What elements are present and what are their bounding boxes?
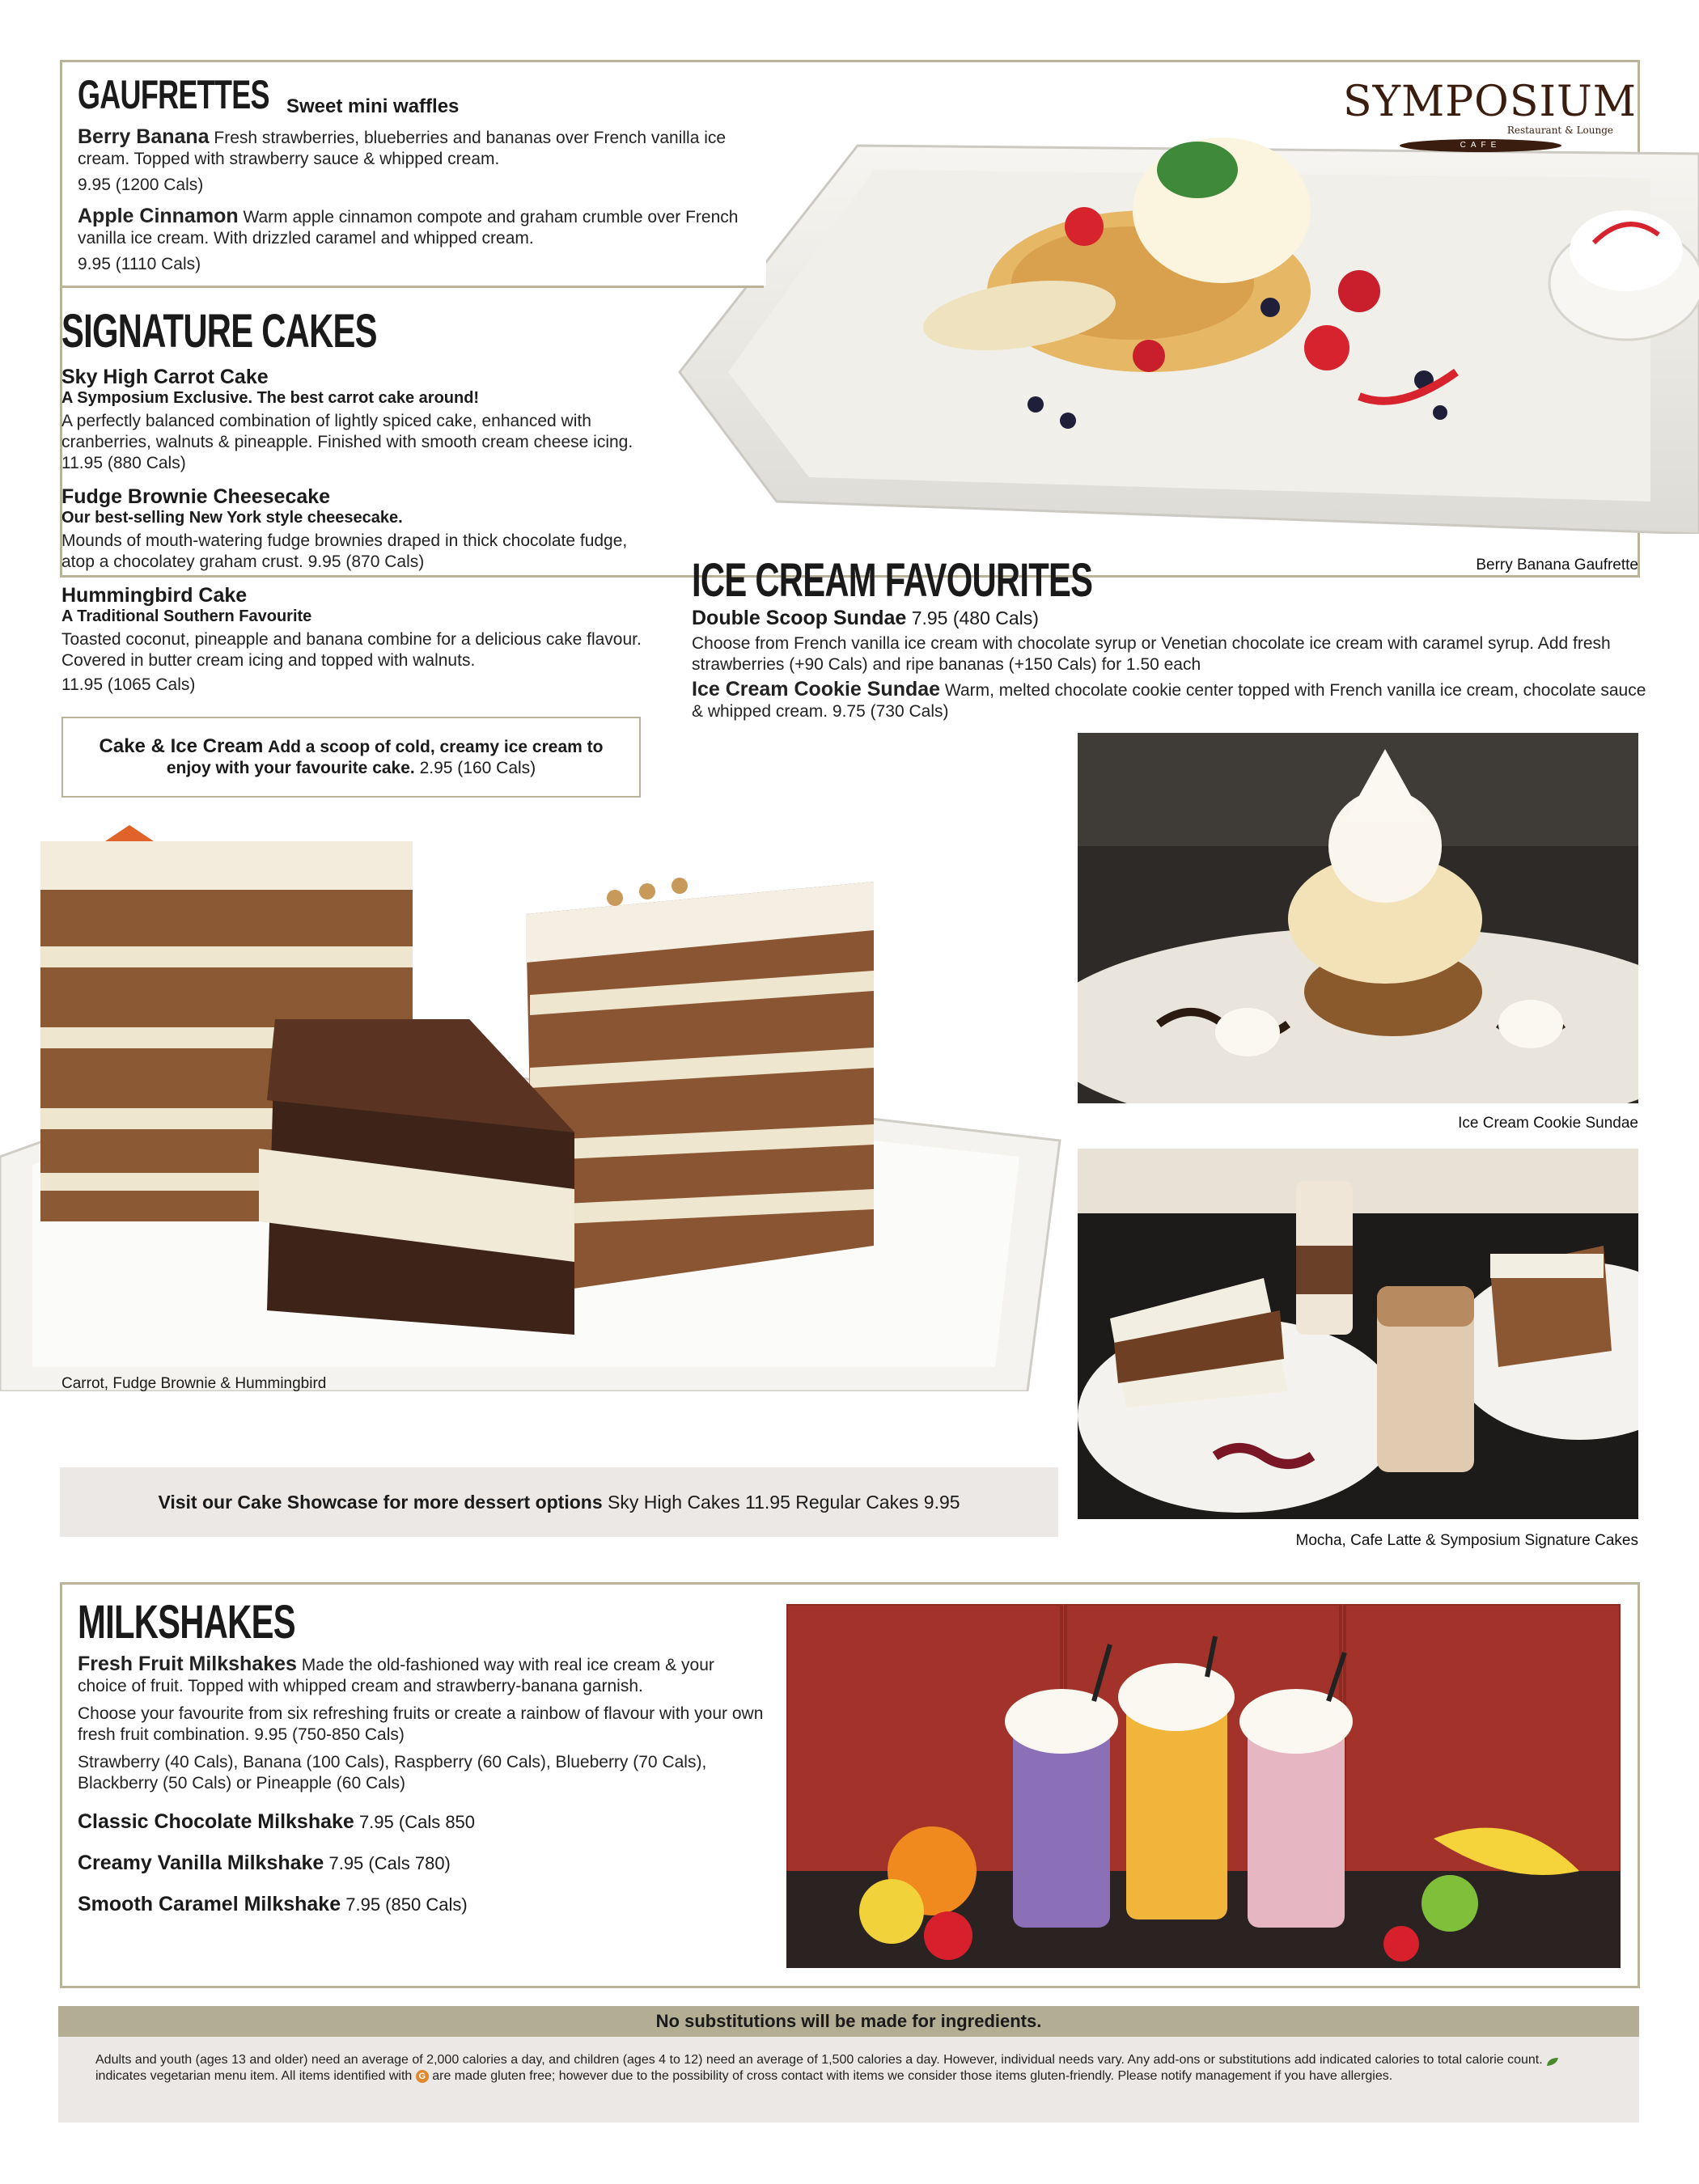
carrot-cake-name: Sky High Carrot Cake	[61, 366, 269, 388]
fudge-brownie-item	[61, 485, 644, 573]
gaufrettes-bottom-rule	[60, 286, 764, 288]
gaufrettes-right-mask	[766, 288, 1640, 578]
gaufrettes-title: GAUFRETTES	[78, 72, 269, 117]
hummingbird-name: Hummingbird Cake	[61, 584, 248, 607]
cakes-caption: Carrot, Fudge Brownie & Hummingbird	[61, 1375, 327, 1392]
logo-cafe: CAFE	[1460, 141, 1502, 150]
fine-print-part2: indicates vegetarian menu item. All items identified with	[95, 2069, 413, 2083]
apple-cinnamon-desc: Warm apple cinnamon compote and graham crumble over French vanilla ice cream. With drizzled caramel and whipped cream.	[78, 208, 739, 248]
milkshakes-photo	[786, 1604, 1621, 1968]
fudge-brownie-desc: Mounds of mouth-watering fudge brownies draped in thick chocolate fudge, atop a chocolatey graham crust. 9.95 (870 Cals)	[61, 531, 628, 571]
apple-cinnamon-price: 9.95 (1110 Cals)	[78, 255, 201, 273]
hummingbird-desc: Toasted coconut, pineapple and banana combine for a delicious cake flavour. Covered in butter cream icing and topped with walnuts.	[61, 630, 642, 670]
fresh-fruit-list: Strawberry (40 Cals), Banana (100 Cals), Raspberry (60 Cals), Blueberry (70 Cals), Blackberry (50 Cals) or Pineapple (60 Cals)	[78, 1753, 707, 1792]
carrot-cake-desc: A perfectly balanced combination of lightly spiced cake, enhanced with cranberries, walnuts & pineapple. Finished with smooth cream cheese icing. 11.95 (880 Cals)	[61, 412, 633, 472]
fine-print-part1: Adults and youth (ages 13 and older) need an average of 2,000 calories a day, and children (ages 4 to 12) need an average of 1,500 calories a day. However, individual needs vary. Any add-ons or substitutions add indicated calories to total calorie count.	[95, 2053, 1543, 2067]
milkshakes-section	[78, 1595, 765, 1916]
symposium-logo	[1343, 78, 1638, 184]
logo-subline: Restaurant & Lounge	[1506, 125, 1613, 136]
showcase-bar	[60, 1467, 1058, 1537]
gaufrettes-section	[78, 71, 749, 275]
cake-ice-cream-box	[61, 717, 641, 798]
cake-ice-cream-name: Cake & Ice Cream	[99, 735, 264, 757]
no-substitutions-bar	[58, 2006, 1639, 2037]
berry-banana-name: Berry Banana	[78, 125, 210, 148]
vanilla-shake-item	[78, 1852, 765, 1875]
fresh-fruit-item	[78, 1653, 765, 1697]
cookie-sundae-photo	[1078, 733, 1638, 1103]
fresh-fruit-name: Fresh Fruit Milkshakes	[78, 1653, 297, 1675]
gluten-free-icon: G	[416, 2070, 429, 2083]
fudge-brownie-tagline: Our best-selling New York style cheesecake.	[61, 509, 403, 527]
vanilla-shake-price: 7.95 (Cals 780)	[328, 1853, 451, 1873]
signature-cakes-section	[61, 304, 644, 696]
cookie-sundae-caption: Ice Cream Cookie Sundae	[1458, 1115, 1638, 1132]
gaufrettes-subtitle: Sweet mini waffles	[286, 95, 460, 117]
fine-print	[95, 2052, 1592, 2085]
caramel-shake-price: 7.95 (850 Cals)	[345, 1894, 468, 1915]
brownie-slice	[259, 1019, 574, 1335]
drinks-caption: Mocha, Cafe Latte & Symposium Signature Cakes	[1295, 1532, 1638, 1549]
hummingbird-item	[61, 584, 644, 696]
carrot-cake-item	[61, 366, 644, 474]
fine-print-part3: are made gluten free; however due to the possibility of cross contact with items we consider those items gluten-friendly. Please notify management if you have allergies.	[432, 2069, 1393, 2083]
chocolate-shake-price: 7.95 (Cals 850	[358, 1812, 476, 1832]
ice-cream-section	[692, 553, 1646, 722]
cakes-photo	[0, 809, 1068, 1391]
caramel-shake-name: Smooth Caramel Milkshake	[78, 1893, 341, 1915]
cookie-sundae-name: Ice Cream Cookie Sundae	[692, 678, 941, 700]
apple-cinnamon-item	[78, 205, 749, 249]
apple-cinnamon-name: Apple Cinnamon	[78, 205, 239, 227]
cookie-sundae-desc: Warm, melted chocolate cookie center topped with French vanilla ice cream, chocolate sauce & whipped cream. 9.75 (730 Cals)	[692, 681, 1646, 721]
gaufrette-caption: Berry Banana Gaufrette	[1476, 557, 1638, 574]
double-scoop-desc: Choose from French vanilla ice cream with chocolate syrup or Venetian chocolate ice cream with caramel syrup. Add fresh strawberries (+90 Cals) and ripe bananas (+150 Cals) for 1.50 each	[692, 634, 1611, 674]
logo-swoosh	[1400, 139, 1561, 152]
ice-cream-title: ICE CREAM FAVOURITES	[692, 554, 1093, 607]
hummingbird-tagline: A Traditional Southern Favourite	[61, 607, 312, 625]
cake-ice-cream-desc: Add a scoop of cold, creamy ice cream to enjoy with your favourite cake.	[166, 738, 604, 777]
logo-wordmark: SYMPOSIUM	[1343, 78, 1638, 126]
vanilla-shake-name: Creamy Vanilla Milkshake	[78, 1852, 324, 1874]
leaf-icon	[1546, 2055, 1559, 2065]
fresh-fruit-desc: Made the old-fashioned way with real ice cream & your choice of fruit. Topped with whipped cream and strawberry-banana garnish.	[78, 1656, 714, 1695]
berry-banana-desc: Fresh strawberries, blueberries and bananas over French vanilla ice cream. Topped with strawberry sauce & whipped cream.	[78, 129, 727, 168]
carrot-cake-tagline: A Symposium Exclusive. The best carrot cake around!	[61, 389, 480, 407]
hummingbird-slice	[526, 878, 874, 1294]
cake-ice-cream-price: 2.95 (160 Cals)	[419, 759, 536, 777]
drinks-photo	[1078, 1149, 1638, 1519]
fresh-fruit-choose: Choose your favourite from six refreshing fruits or create a rainbow of flavour with your own fresh fruit combination. 9.95 (750-850 Cals)	[78, 1704, 764, 1744]
hummingbird-price: 11.95 (1065 Cals)	[61, 675, 196, 694]
cookie-sundae-item	[692, 679, 1646, 722]
chocolate-shake-name: Classic Chocolate Milkshake	[78, 1810, 354, 1833]
no-substitutions-text: No substitutions will be made for ingredients.	[655, 2011, 1042, 2031]
berry-banana-price: 9.95 (1200 Cals)	[78, 176, 204, 194]
showcase-bold: Visit our Cake Showcase for more dessert options	[158, 1492, 603, 1513]
signature-cakes-title: SIGNATURE CAKES	[61, 305, 377, 358]
caramel-shake-item	[78, 1893, 765, 1916]
showcase-prices: Sky High Cakes 11.95 Regular Cakes 9.95	[608, 1492, 960, 1513]
double-scoop-price: 7.95 (480 Cals)	[911, 607, 1039, 629]
double-scoop-name: Double Scoop Sundae	[692, 607, 907, 629]
fudge-brownie-name: Fudge Brownie Cheesecake	[61, 485, 331, 508]
double-scoop-item	[692, 607, 1646, 630]
chocolate-shake-item	[78, 1810, 765, 1834]
berry-banana-item	[78, 126, 749, 170]
milkshakes-title: MILKSHAKES	[78, 1596, 295, 1649]
